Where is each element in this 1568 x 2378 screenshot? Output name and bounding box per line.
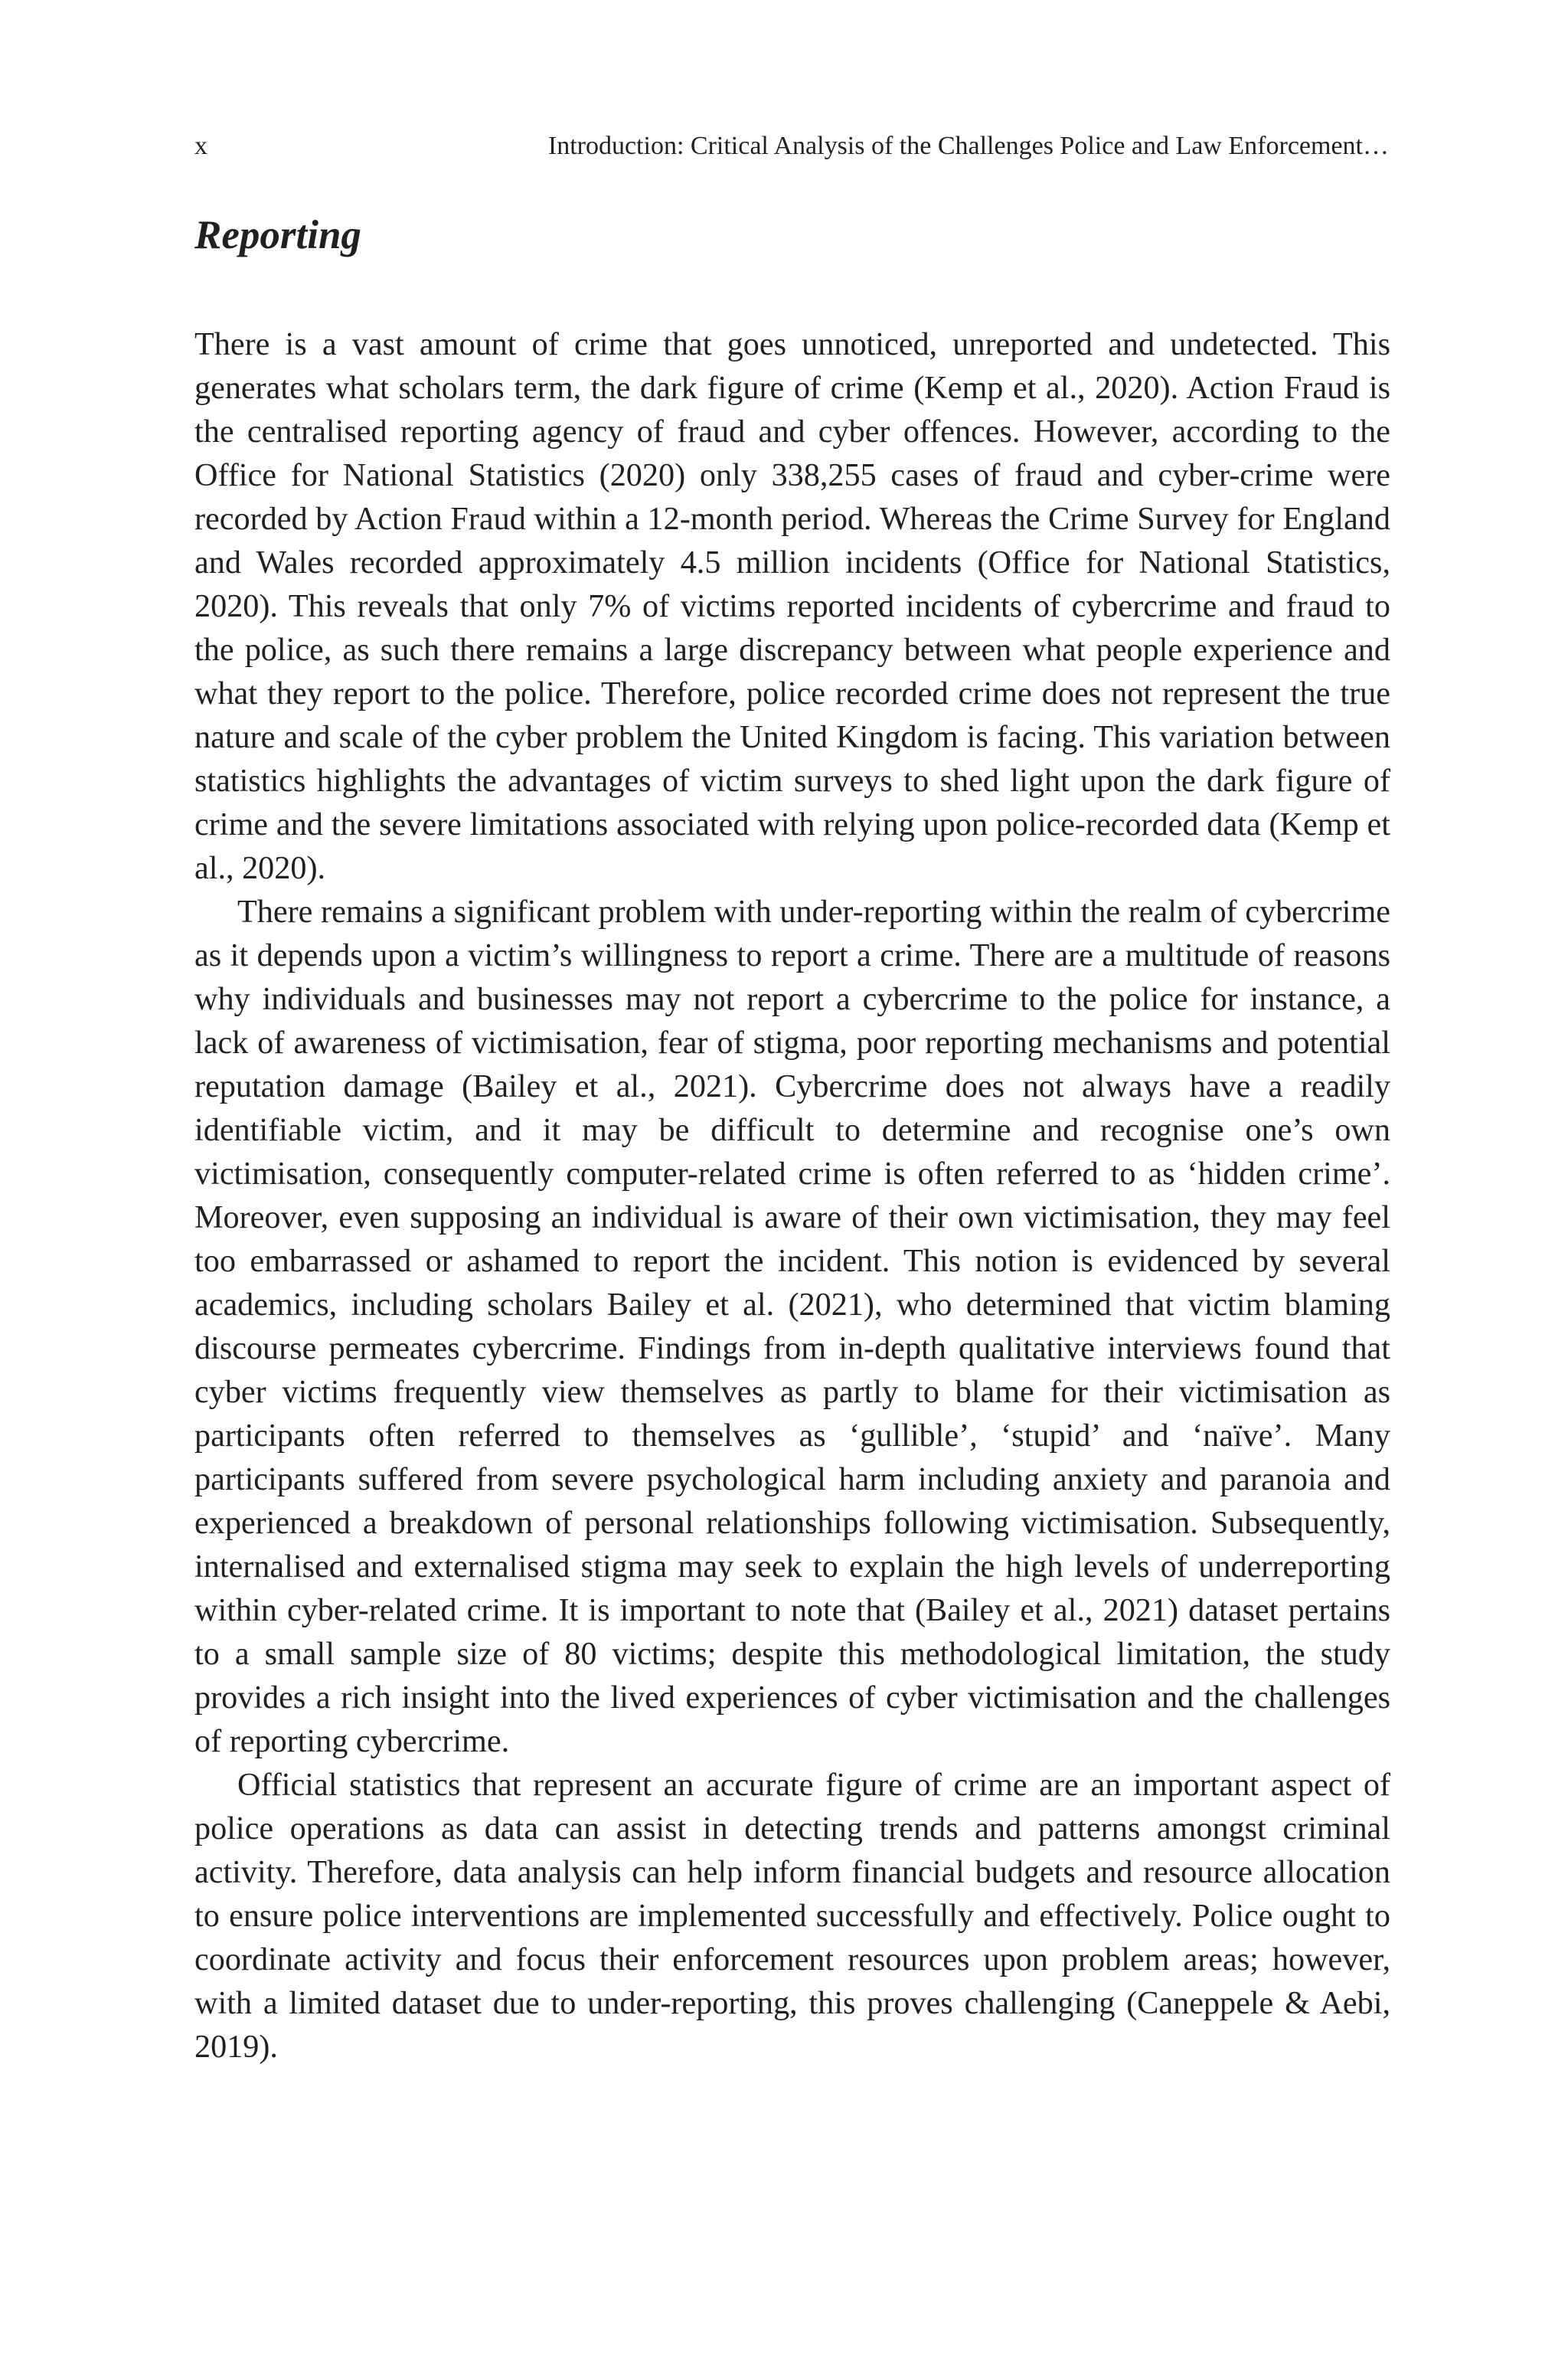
section-heading: Reporting xyxy=(194,213,361,257)
paragraph: Official statistics that represent an accurate figure of crime are an important aspect of police operations as data can assist in detecting trends and patterns amongst criminal activity. Therefore, data analysis can help inform financial budgets and resource allocation to ensure police interventions are implemented successfully and effectively. Police ought to coordinate activity and focus their enforcement resources upon problem areas; however, with a limited dataset due to under-reporting, this proves challenging (Caneppele & Aebi, 2019). xyxy=(194,1767,1390,2065)
paragraph: There remains a significant problem with under-reporting within the realm of cybercrime as it depends upon a victim’s willingness to report a crime. There are a multitude of reasons why individuals and businesses may not report a cybercrime to the police for instance, a lack of awareness of victimisation, fear of stigma, poor reporting mechanisms and potential reputation damage (Bailey et al., 2021). Cybercrime does not always have a readily identifiable victim, and it may be difficult to determine and recognise one’s own victimisation, consequently computer-related crime is often referred to as ‘hidden crime’. Moreover, even supposing an individual is aware of their own victimisation, they may feel too embarrassed or ashamed to report the incident. This notion is evidenced by several academics, including scholars Bailey et al. (2021), who determined that victim blaming discourse permeates cybercrime. Findings from in-depth qualitative interviews found that cyber victims frequently view themselves as partly to blame for their victimisation as participants often referred to themselves as ‘gullible’, ‘stupid’ and ‘naïve’. Many participants suffered from severe psychological harm including anxiety and paranoia and experienced a breakdown of personal relationships following victimisation. Subsequently, internalised and externalised stigma may seek to explain the high levels of underreporting within cyber-related crime. It is important to note that (Bailey et al., 2021) dataset pertains to a small sample size of 80 victims; despite this methodological limitation, the study provides a rich insight into the lived experiences of cyber victimisation and the challenges of reporting cybercrime. xyxy=(194,894,1390,1759)
page-number: x xyxy=(194,132,207,160)
running-header xyxy=(194,127,1389,165)
section-body xyxy=(194,322,1390,2069)
paragraph: There is a vast amount of crime that goes unnoticed, unreported and undetected. This generates what scholars term, the dark figure of crime (Kemp et al., 2020). Action Fraud is the centralised reporting agency of fraud and cyber offences. However, according to the Office for National Statistics (2020) only 338,255 cases of fraud and cyber-crime were recorded by Action Fraud within a 12-month period. Whereas the Crime Survey for England and Wales recorded approximately 4.5 million incidents (Office for National Statistics, 2020). This reveals that only 7% of victims reported incidents of cybercrime and fraud to the police, as such there remains a large discrepancy between what people experience and what they report to the police. Therefore, police recorded crime does not represent the true nature and scale of the cyber problem the United Kingdom is facing. This variation between statistics highlights the advantages of victim surveys to shed light upon the dark figure of crime and the severe limitations associated with relying upon police-recorded data (Kemp et al., 2020). xyxy=(194,326,1390,886)
running-title: Introduction: Critical Analysis of the Challenges Police and Law Enforcement… xyxy=(547,132,1389,160)
